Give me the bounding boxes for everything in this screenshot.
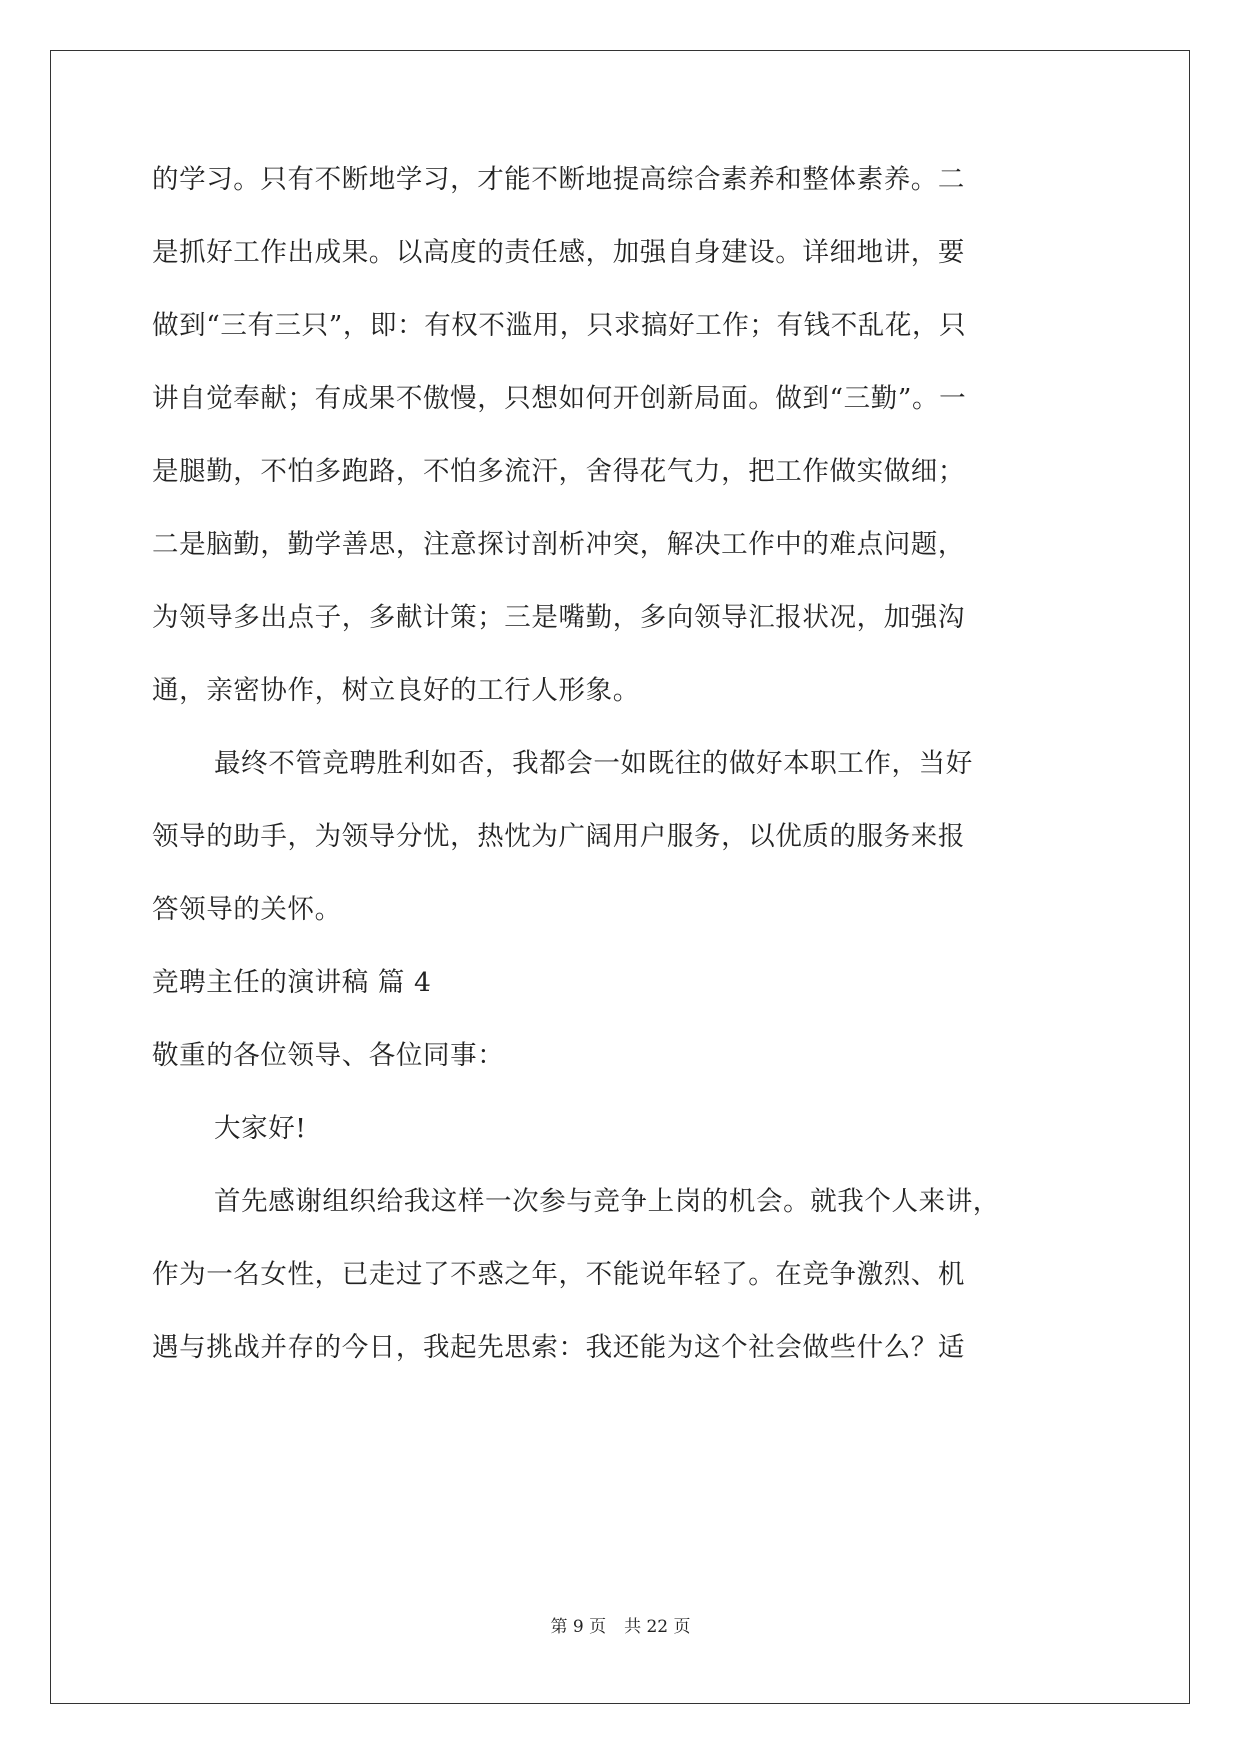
text-line: 领导的助手，为领导分忧，热忱为广阔用户服务，以优质的服务来报 <box>152 821 965 852</box>
greeting: 大家好! <box>214 1113 307 1144</box>
text-line: 是腿勤，不怕多跑路，不怕多流汗，舍得花气力，把工作做实做细； <box>152 456 965 487</box>
page-border <box>50 50 1190 1704</box>
paragraph-first-line: 首先感谢组织给我这样一次参与竞争上岗的机会。就我个人来讲， <box>214 1186 1000 1217</box>
text-line: 答领导的关怀。 <box>152 894 342 925</box>
text-line: 做到“三有三只”，即：有权不滥用，只求搞好工作；有钱不乱花，只 <box>152 310 967 341</box>
text-line: 为领导多出点子，多献计策；三是嘴勤，多向领导汇报状况，加强沟 <box>152 602 965 633</box>
paragraph-first-line: 最终不管竞聘胜利如否，我都会一如既往的做好本职工作，当好 <box>214 748 973 779</box>
text-line: 讲自觉奉献；有成果不傲慢，只想如何开创新局面。做到“三勤”。一 <box>152 383 967 414</box>
salutation: 敬重的各位领导、各位同事： <box>152 1040 505 1071</box>
text-line: 遇与挑战并存的今日，我起先思索：我还能为这个社会做些什么？适 <box>152 1332 965 1363</box>
page-footer <box>0 1617 1241 1637</box>
page-number: 第 9 页 <box>550 1617 607 1637</box>
page-total: 共 22 页 <box>624 1617 691 1637</box>
text-line: 作为一名女性，已走过了不惑之年，不能说年轻了。在竞争激烈、机 <box>152 1259 965 1290</box>
text-line: 二是脑勤，勤学善思，注意探讨剖析冲突，解决工作中的难点问题， <box>152 529 965 560</box>
text-line: 通，亲密协作，树立良好的工行人形象。 <box>152 675 640 706</box>
section-heading: 竞聘主任的演讲稿 篇 4 <box>152 967 432 998</box>
text-line: 的学习。只有不断地学习，才能不断地提高综合素养和整体素养。二 <box>152 164 965 195</box>
text-line: 是抓好工作出成果。以高度的责任感，加强自身建设。详细地讲，要 <box>152 237 965 268</box>
